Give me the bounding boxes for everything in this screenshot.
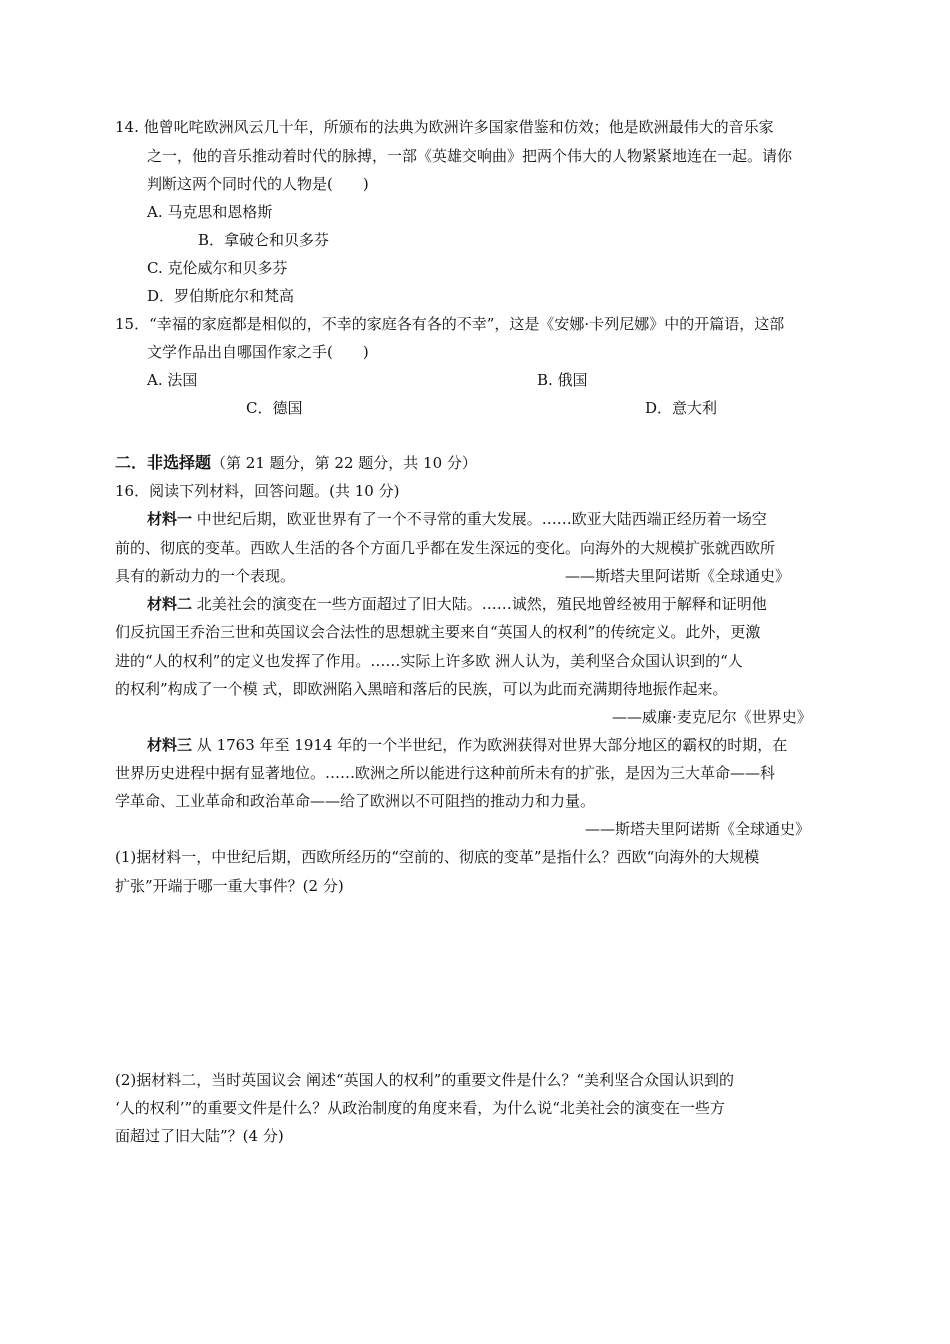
material-1-text-1: 中世纪后期，欧亚世界有了一个不寻常的重大发展。……欧亚大陆西端正经历着一场空	[196, 510, 767, 528]
q15-stem-line-2: 文学作品出自哪国作家之手( )	[147, 343, 369, 361]
q14-option-c[interactable]: C. 克伦威尔和贝多芬	[147, 259, 288, 277]
q16-sub1-line-1: (1)据材料一，中世纪后期，西欧所经历的“空前的、彻底的变革”是指什么？西欧“向海外的大规模	[115, 848, 760, 866]
q16-material-1-line-3: 具有的新动力的一个表现。	[115, 567, 296, 585]
section-heading	[115, 452, 477, 474]
q15-stem-line-1: 15．“幸福的家庭都是相似的，不幸的家庭各有各的不幸”，这是《安娜·卡列尼娜》中的开篇语，这部	[115, 315, 785, 333]
material-3-label: 材料三	[147, 736, 193, 754]
q14-stem-line-3: 判断这两个同时代的人物是( )	[147, 175, 369, 193]
q16-material-2-line-1	[147, 593, 767, 615]
q16-material-3-line-3: 学革命、工业革命和政治革命——给了欧洲以不可阻挡的推动力和力量。	[115, 792, 596, 810]
q14-option-b[interactable]: B．拿破仑和贝多芬	[198, 231, 330, 249]
q14-stem-line-1: 14. 他曾叱咤欧洲风云几十年，所颁布的法典为欧洲许多国家借鉴和仿效；他是欧洲最伟大的音乐家	[115, 118, 774, 136]
material-3-text-1: 从 1763 年至 1914 年的一个半世纪，作为欧洲获得对世界大部分地区的霸权的时期，在	[196, 736, 788, 754]
q16-material-3-source: ——斯塔夫里阿诺斯《全球通史》	[585, 820, 811, 838]
material-2-text-1: 北美社会的演变在一些方面超过了旧大陆。……诚然，殖民地曾经被用于解释和证明他	[196, 595, 767, 613]
q16-material-3-line-1	[147, 734, 787, 756]
section-note: （第 21 题分，第 22 题分，共 10 分）	[211, 454, 477, 472]
q16-material-3-line-2: 世界历史进程中据有显著地位。……欧洲之所以能进行这种前所未有的扩张，是因为三大革命——科	[115, 764, 776, 782]
q15-option-a[interactable]: A. 法国	[147, 371, 198, 389]
q16-material-2-line-3: 进的“人的权利”的定义也发挥了作用。……实际上许多欧 洲人认为，美利坚合众国认识到的“人	[115, 652, 743, 670]
q16-sub2-line-3: 面超过了旧大陆”？(4 分)	[115, 1127, 284, 1145]
material-2-label: 材料二	[147, 595, 193, 613]
q15-option-c[interactable]: C．德国	[246, 399, 303, 417]
section-title: 二．非选择题	[115, 453, 212, 472]
material-1-label: 材料一	[147, 510, 193, 528]
q16-material-1-line-1	[147, 508, 767, 530]
q14-option-d[interactable]: D．罗伯斯庇尔和梵高	[147, 287, 295, 305]
q16-sub1-line-2: 扩张”开端于哪一重大事件？(2 分)	[115, 877, 344, 895]
q16-stem: 16．阅读下列材料，回答问题。(共 10 分)	[115, 482, 400, 500]
q16-sub1-answer-space[interactable]	[115, 905, 835, 1055]
q16-sub2-line-2: ‘人的权利’”的重要文件是什么？从政治制度的角度来看，为什么说“北美社会的演变在一些方	[115, 1099, 725, 1117]
q15-option-d[interactable]: D．意大利	[645, 399, 718, 417]
q14-stem-line-2: 之一，他的音乐推动着时代的脉搏，一部《英雄交响曲》把两个伟大的人物紧紧地连在一起。请你	[147, 147, 793, 165]
q14-option-a[interactable]: A. 马克思和恩格斯	[147, 203, 273, 221]
q16-material-2-source: ——威廉·麦克尼尔《世界史》	[612, 708, 812, 726]
q16-material-2-line-2: 们反抗国王乔治三世和英国议会合法性的思想就主要来自“英国人的权利”的传统定义。此外，更激	[115, 623, 761, 641]
q16-sub2-answer-space[interactable]	[115, 1155, 835, 1325]
q15-option-b[interactable]: B. 俄国	[537, 371, 588, 389]
q16-material-1-source: ——斯塔夫里阿诺斯《全球通史》	[565, 567, 791, 585]
q16-material-2-line-4: 的权利”构成了一个模 式，即欧洲陷入黑暗和落后的民族，可以为此而充满期待地振作起来。	[115, 680, 728, 698]
q16-material-1-line-2: 前的、彻底的变革。西欧人生活的各个方面几乎都在发生深远的变化。向海外的大规模扩张就西欧所	[115, 539, 776, 557]
q16-sub2-line-1: (2)据材料二，当时英国议会 阐述“英国人的权利”的重要文件是什么？“美利坚合众国认识到的	[115, 1071, 735, 1089]
